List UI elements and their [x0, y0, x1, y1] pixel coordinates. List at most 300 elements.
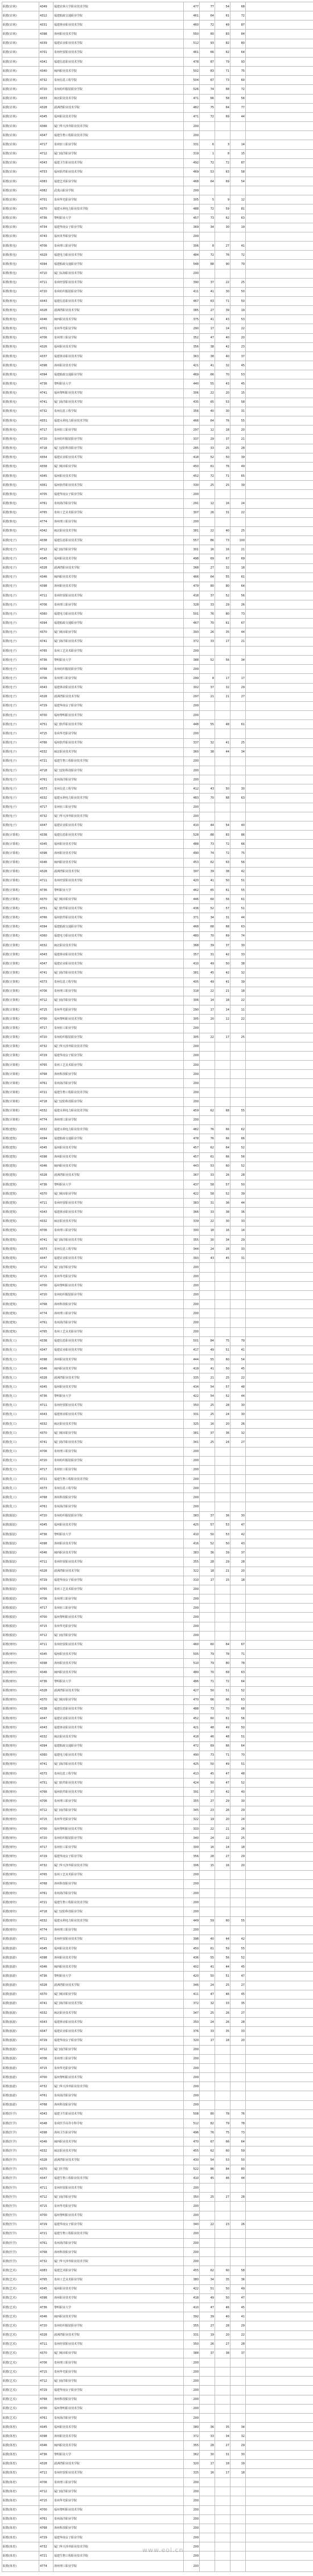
school-name-cell: 泉州经贸职业技术学院	[53, 2184, 184, 2193]
category-cell: 职教(财经)	[2, 1916, 39, 1925]
score-1-cell: 40	[200, 407, 215, 416]
min-score-cell: 490	[184, 849, 200, 858]
category-cell: 职教(机电)	[2, 453, 39, 462]
category-cell: 职教(艺术)	[2, 2377, 39, 2386]
school-name-cell: 泉州工艺美术职业学院	[53, 2275, 184, 2284]
category-cell: 职教(电子)	[2, 628, 39, 637]
score-1-cell: 67	[200, 2137, 215, 2146]
code-cell: 4711	[39, 1199, 53, 1208]
score-3-cell: 45	[230, 1962, 246, 1972]
category-cell: 职教(建筑)	[2, 1226, 39, 1235]
min-score-cell: 468	[184, 177, 200, 186]
code-cell: 4711	[39, 1935, 53, 1944]
score-1-cell: 18	[200, 1567, 215, 1576]
min-score-cell: 200	[184, 2404, 200, 2413]
score-3-cell: 44	[230, 1199, 246, 1208]
category-cell: 职教(艺术)	[2, 2266, 39, 2275]
score-2-cell	[215, 1097, 230, 1106]
school-name-cell: 厦门华天涉外职业技术学院	[53, 2542, 184, 2552]
school-name-cell: 福建华南女子职业学院	[53, 2220, 184, 2229]
min-score-cell: 480	[184, 1668, 200, 1677]
score-2-cell: 42	[215, 1788, 230, 1797]
school-name-cell: 福州软件职业技术学院	[53, 1788, 184, 1797]
table-row	[2, 444, 313, 453]
school-name-cell: 福建船政交通职业学院	[53, 922, 184, 931]
score-3-cell: 21	[230, 435, 246, 444]
score-2-cell	[215, 269, 230, 278]
score-2-cell: 79	[215, 2119, 230, 2128]
school-name-cell: 闽西职业技术学院	[53, 573, 184, 582]
table-row	[2, 2505, 313, 2514]
table-row	[2, 2487, 313, 2496]
score-1-cell: 70	[200, 1668, 215, 1677]
score-1-cell: 73	[200, 840, 215, 849]
school-name-cell: 闽西职业技术学院	[53, 315, 184, 324]
score-1-cell	[200, 2377, 215, 2386]
score-1-cell: 50	[200, 1530, 215, 1539]
score-3-cell: 56	[230, 1714, 246, 1723]
table-row	[2, 2377, 313, 2386]
score-2-cell: 21	[215, 692, 230, 701]
score-3-cell	[230, 1493, 246, 1502]
school-name-cell: 泉州理工职业学院	[53, 333, 184, 342]
score-1-cell: 80	[200, 582, 215, 591]
blank-cell	[246, 370, 313, 379]
score-2-cell: 18	[215, 2459, 230, 2468]
min-score-cell: 337	[184, 435, 200, 444]
min-score-cell: 402	[184, 1962, 200, 1972]
score-1-cell: 22	[200, 1217, 215, 1226]
school-name-cell: 福州职业技术学院	[53, 342, 184, 351]
code-cell: 4700	[39, 2073, 53, 2082]
min-score-cell: 200	[184, 2524, 200, 2533]
score-1-cell: 49	[200, 959, 215, 968]
school-name-cell: 厦门南洋职业学院	[53, 2487, 184, 2496]
score-2-cell: 57	[215, 904, 230, 913]
code-cell: 4328	[39, 1686, 53, 1695]
score-1-cell: 62	[200, 1106, 215, 1115]
school-name-cell: 漳州理工职业学院	[53, 1115, 184, 1125]
score-1-cell: 25	[200, 1410, 215, 1419]
school-name-cell: 厦门城市职业学院	[53, 895, 184, 904]
blank-cell	[246, 591, 313, 600]
code-cell: 4761	[39, 2413, 53, 2422]
table-row	[2, 1604, 313, 1613]
min-score-cell: 548	[184, 260, 200, 269]
code-cell: 4712	[39, 1263, 53, 1272]
min-score-cell: 344	[184, 1245, 200, 1254]
score-2-cell: 76	[215, 416, 230, 426]
score-2-cell	[215, 2211, 230, 2220]
school-name-cell: 福建信息职业技术学院	[53, 831, 184, 840]
min-score-cell: 200	[184, 1879, 200, 1888]
code-cell: 4347	[39, 2174, 53, 2183]
score-3-cell: 29	[230, 683, 246, 692]
min-score-cell: 200	[184, 1309, 200, 1318]
score-3-cell: 63	[230, 214, 246, 223]
min-score-cell: 410	[184, 821, 200, 830]
min-score-cell: 331	[184, 140, 200, 149]
min-score-cell: 412	[184, 784, 200, 794]
min-score-cell: 419	[184, 1364, 200, 1373]
code-cell: 4332	[39, 2146, 53, 2156]
score-3-cell: 20	[230, 2036, 246, 2045]
score-2-cell	[215, 1622, 230, 1631]
school-name-cell: 泉州海洋职业学院	[53, 2238, 184, 2247]
table-row	[2, 94, 313, 103]
table-row	[2, 775, 313, 784]
score-3-cell	[230, 1290, 246, 1299]
score-2-cell	[215, 1898, 230, 1907]
score-2-cell	[215, 2082, 230, 2091]
code-cell: 4328	[39, 692, 53, 701]
code-cell: 4711	[39, 591, 53, 600]
score-1-cell	[200, 2238, 215, 2247]
score-2-cell	[215, 1585, 230, 1594]
min-score-cell: 200	[184, 2542, 200, 2552]
score-1-cell: 60	[200, 895, 215, 904]
school-name-cell: 漳州职业技术学院	[53, 849, 184, 858]
min-score-cell: 383	[184, 1548, 200, 1557]
category-cell: 职教(建筑)	[2, 1254, 39, 1263]
score-2-cell	[215, 1024, 230, 1033]
score-3-cell	[230, 2073, 246, 2082]
code-cell: 4721	[39, 1088, 53, 1097]
blank-cell	[246, 167, 313, 177]
category-cell: 职教(机电)	[2, 379, 39, 389]
category-cell: 职教(财经)	[2, 1677, 39, 1686]
blank-cell	[246, 333, 313, 342]
blank-cell	[246, 2459, 313, 2468]
score-1-cell: 17	[200, 1576, 215, 1585]
score-1-cell	[200, 1502, 215, 1511]
code-cell: 4729	[39, 701, 53, 710]
table-row	[2, 2054, 313, 2063]
school-name-cell: 漳州职业技术学院	[53, 1152, 184, 1162]
school-name-cell: 厦门南洋职业学院	[53, 1806, 184, 1815]
category-cell: 职教(财经)	[2, 1668, 39, 1677]
code-cell: 4700	[39, 1281, 53, 1290]
category-cell: 职教(电子)	[2, 600, 39, 610]
min-score-cell: 330	[184, 481, 200, 490]
score-2-cell: 50	[215, 959, 230, 968]
school-name-cell: 厦门华天涉外职业技术学院	[53, 812, 184, 821]
blank-cell	[246, 444, 313, 453]
table-row	[2, 30, 313, 39]
score-2-cell: 79	[215, 57, 230, 66]
school-name-cell: 福州黎明职业技术学院	[53, 1824, 184, 1833]
blank-cell	[246, 1318, 313, 1327]
table-row	[2, 1042, 313, 1051]
blank-cell	[246, 812, 313, 821]
blank-cell	[246, 2524, 313, 2533]
code-cell: 4360	[39, 931, 53, 941]
school-name-cell: 福建艺术职业学院	[53, 2266, 184, 2275]
score-1-cell: 34	[200, 913, 215, 922]
score-2-cell	[215, 1465, 230, 1474]
table-row	[2, 1429, 313, 1438]
score-3-cell	[230, 1300, 246, 1309]
score-2-cell: 25	[215, 1981, 230, 1990]
min-score-cell: 200	[184, 2211, 200, 2220]
score-2-cell: 44	[215, 1962, 230, 1972]
score-3-cell: 21	[230, 637, 246, 646]
score-1-cell: 17	[200, 1005, 215, 1015]
score-2-cell: 49	[215, 1760, 230, 1769]
score-3-cell: 80	[230, 2165, 246, 2174]
table-row	[2, 2423, 313, 2432]
category-cell: 职教(化工)	[2, 1392, 39, 1401]
code-cell: 4343	[39, 297, 53, 306]
score-3-cell: 34	[230, 2423, 246, 2432]
category-cell: 职教(电子)	[2, 646, 39, 655]
school-name-cell: 泉州华光职业学院	[53, 195, 184, 205]
score-2-cell: 20	[215, 1815, 230, 1824]
table-row	[2, 1502, 313, 1511]
min-score-cell: 347	[184, 2009, 200, 2018]
min-score-cell: 460	[184, 21, 200, 30]
score-2-cell: 44	[215, 747, 230, 757]
code-cell: 4373	[39, 1245, 53, 1254]
school-name-cell: 泉州理工职业学院	[53, 2358, 184, 2368]
code-cell: 4715	[39, 1005, 53, 1015]
score-1-cell: 52	[200, 1539, 215, 1548]
category-cell: 职教(农林)	[2, 167, 39, 177]
blank-cell	[246, 1594, 313, 1604]
score-1-cell: 40	[200, 1935, 215, 1944]
school-name-cell: 厦门城市职业学院	[53, 1695, 184, 1704]
score-2-cell	[215, 1070, 230, 1079]
code-cell: 4706	[39, 333, 53, 342]
table-row	[2, 1640, 313, 1649]
score-3-cell: 14	[230, 1226, 246, 1235]
category-cell: 职教(计算机)	[2, 886, 39, 895]
school-name-cell: 泉州理工职业学院	[53, 1447, 184, 1456]
blank-cell	[246, 242, 313, 251]
score-2-cell: 27	[215, 242, 230, 251]
min-score-cell: 510	[184, 1659, 200, 1668]
category-cell: 职教(服装)	[2, 1530, 39, 1539]
category-cell: 职教(艺术)	[2, 2386, 39, 2395]
category-cell: 职教(电子)	[2, 573, 39, 582]
score-3-cell: 42	[230, 1530, 246, 1539]
score-1-cell: 66	[200, 370, 215, 379]
code-cell: 4765	[39, 508, 53, 517]
blank-cell	[246, 2045, 313, 2054]
score-2-cell: 53	[215, 1520, 230, 1530]
school-name-cell: 泉州海洋职业学院	[53, 2514, 184, 2524]
blank-cell	[246, 784, 313, 794]
score-2-cell	[215, 2413, 230, 2422]
school-name-cell: 厦门华天涉外职业技术学院	[53, 2257, 184, 2266]
blank-cell	[246, 941, 313, 950]
min-score-cell: 557	[184, 536, 200, 545]
score-3-cell: 44	[230, 1392, 246, 1401]
score-3-cell: 27	[230, 1438, 246, 1447]
school-name-cell: 福建船政交通职业学院	[53, 11, 184, 21]
score-1-cell	[200, 701, 215, 710]
code-cell: 4701	[39, 324, 53, 333]
table-row	[2, 683, 313, 692]
school-name-cell: 黎明职业大学	[53, 379, 184, 389]
code-cell: 4346	[39, 2441, 53, 2450]
table-row	[2, 2321, 313, 2330]
min-score-cell: 482	[184, 1125, 200, 1134]
score-2-cell: 27	[215, 2441, 230, 2450]
school-name-cell: 黎明职业大学	[53, 1180, 184, 1189]
min-score-cell: 200	[184, 1070, 200, 1079]
category-cell: 职教(化工)	[2, 1355, 39, 1364]
score-1-cell	[200, 1088, 215, 1097]
code-cell: 4328	[39, 563, 53, 573]
code-cell: 4342	[39, 526, 53, 535]
score-2-cell	[215, 1263, 230, 1272]
score-1-cell: 17	[200, 2459, 215, 2468]
code-cell: 4729	[39, 2220, 53, 2229]
score-1-cell: 8	[200, 674, 215, 683]
category-cell: 职教(化工)	[2, 1447, 39, 1456]
min-score-cell: 483	[184, 794, 200, 803]
category-cell: 职教(体育)	[2, 2533, 39, 2542]
code-cell: 4774	[39, 1115, 53, 1125]
score-1-cell: 62	[200, 2266, 215, 2275]
code-cell: 4718	[39, 444, 53, 453]
code-cell: 4398	[39, 1953, 53, 1962]
score-1-cell: 66	[200, 1695, 215, 1704]
code-cell: 4346	[39, 1162, 53, 1171]
code-cell: 4715	[39, 1622, 53, 1631]
blank-cell	[246, 1189, 313, 1199]
code-cell: 4328	[39, 103, 53, 112]
score-1-cell	[200, 711, 215, 720]
code-cell: 4715	[39, 2368, 53, 2377]
blank-cell	[246, 895, 313, 904]
code-cell: 4732	[39, 1861, 53, 1870]
code-cell: 4741	[39, 637, 53, 646]
blank-cell	[246, 996, 313, 1005]
school-name-cell: 泉州理工职业学院	[53, 1797, 184, 1806]
blank-cell	[246, 1226, 313, 1235]
code-cell: 4761	[39, 499, 53, 508]
score-2-cell: 63	[215, 858, 230, 867]
blank-cell	[246, 1916, 313, 1925]
code-cell: 4768	[39, 2100, 53, 2109]
code-cell: 4761	[39, 1502, 53, 1511]
table-row	[2, 1392, 313, 1401]
school-name-cell: 福建林业职业技术学院	[53, 351, 184, 361]
table-row	[2, 223, 313, 232]
code-cell: 4717	[39, 1843, 53, 1852]
score-3-cell: 35	[230, 1999, 246, 2008]
school-name-cell: 漳州理工职业学院	[53, 1309, 184, 1318]
table-row	[2, 517, 313, 526]
table-row	[2, 214, 313, 223]
min-score-cell: 469	[184, 370, 200, 379]
min-score-cell: 457	[184, 1152, 200, 1162]
category-cell: 职教(农林)	[2, 67, 39, 76]
score-1-cell	[200, 1290, 215, 1299]
table-row	[2, 1005, 313, 1015]
score-1-cell: 73	[200, 1704, 215, 1714]
score-1-cell: 50	[200, 1778, 215, 1788]
score-3-cell: 64	[230, 48, 246, 57]
school-name-cell: 福州软件职业技术学院	[53, 913, 184, 922]
score-2-cell: 35	[215, 2275, 230, 2284]
school-name-cell: 厦门南洋职业学院	[53, 1263, 184, 1272]
school-name-cell: 泉州华光职业学院	[53, 2496, 184, 2505]
score-2-cell: 66	[215, 1695, 230, 1704]
category-cell: 职教(计算机)	[2, 968, 39, 978]
table-row	[2, 1879, 313, 1888]
score-2-cell: 29	[215, 1557, 230, 1567]
code-cell: 4370	[39, 1990, 53, 1999]
score-3-cell: 25	[230, 526, 246, 535]
score-3-cell: 25	[230, 278, 246, 287]
score-1-cell	[200, 2561, 215, 2572]
blank-cell	[246, 821, 313, 830]
blank-cell	[246, 1879, 313, 1888]
blank-cell	[246, 1815, 313, 1824]
table-row	[2, 610, 313, 619]
category-cell: 职教(服装)	[2, 1511, 39, 1520]
school-name-cell: 泉州工艺美术职业学院	[53, 1327, 184, 1336]
category-cell: 职教(旅游)	[2, 2045, 39, 2054]
score-3-cell: 44	[230, 628, 246, 637]
score-1-cell: 15	[200, 1861, 215, 1870]
category-cell: 职教(计算机)	[2, 867, 39, 876]
category-cell: 职教(医学)	[2, 2184, 39, 2193]
blank-cell	[246, 831, 313, 840]
score-1-cell	[200, 2524, 215, 2533]
category-cell: 职教(建筑)	[2, 1245, 39, 1254]
min-score-cell: 357	[184, 950, 200, 959]
min-score-cell: 200	[184, 711, 200, 720]
school-name-cell: 福建水利电力职业技术学院	[53, 1916, 184, 1925]
score-1-cell: 74	[200, 849, 215, 858]
blank-cell	[246, 959, 313, 968]
code-cell: 4370	[39, 1429, 53, 1438]
score-1-cell: 34	[200, 223, 215, 232]
score-2-cell: 51	[215, 1972, 230, 1981]
code-cell: 4766	[39, 913, 53, 922]
school-name-cell: 厦门华天涉外职业技术学院	[53, 1861, 184, 1870]
score-1-cell: 24	[200, 1834, 215, 1843]
min-score-cell: 418	[184, 591, 200, 600]
score-1-cell: 43	[200, 1254, 215, 1263]
code-cell: 4720	[39, 2321, 53, 2330]
category-cell: 职教(艺术)	[2, 2413, 39, 2422]
category-cell: 职教(旅游)	[2, 2027, 39, 2036]
category-cell: 职教(农林)	[2, 2, 39, 11]
code-cell: 4774	[39, 2561, 53, 2572]
table-row	[2, 1465, 313, 1474]
min-score-cell: 285	[184, 444, 200, 453]
table-row	[2, 1410, 313, 1419]
school-name-cell: 泉州海洋职业学院	[53, 1502, 184, 1511]
code-cell: 4345	[39, 1383, 53, 1392]
score-1-cell	[200, 1300, 215, 1309]
category-cell: 职教(体育)	[2, 2478, 39, 2487]
table-row	[2, 1290, 313, 1299]
score-1-cell	[200, 2533, 215, 2542]
min-score-cell: 200	[184, 122, 200, 131]
school-name-cell: 泉州华光职业学院	[53, 2202, 184, 2211]
score-3-cell: 64	[230, 1741, 246, 1751]
table-row	[2, 1668, 313, 1677]
score-2-cell	[215, 757, 230, 766]
score-3-cell: 26	[230, 2220, 246, 2229]
blank-cell	[246, 2413, 313, 2422]
